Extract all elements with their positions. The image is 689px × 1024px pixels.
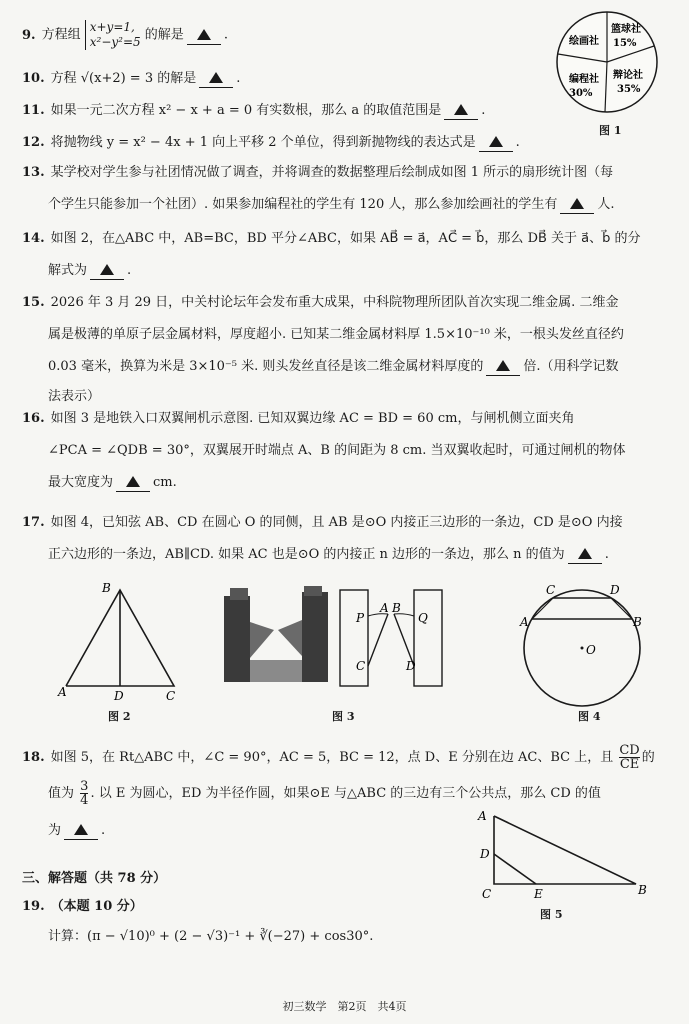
- question-13-line2: [48, 196, 689, 214]
- question-text: 如果一元二次方程 x² − x + a = 0 有实数根，那么 a 的取值范围是: [50, 103, 442, 118]
- q14-end: .: [127, 263, 132, 278]
- triangle-icon: [570, 198, 584, 209]
- point-label-p: P: [356, 611, 365, 625]
- question-text-line3: 为: [48, 823, 62, 838]
- figure-1-caption: 图 1: [599, 124, 622, 137]
- answer-blank: [187, 27, 221, 45]
- answer-blank: [486, 358, 520, 376]
- question-text-line1: 2026 年 3 月 29 日，中关村论坛年会发布重大成果，中科院物理所团队首次实现二维金属. 二维金: [50, 295, 619, 310]
- answer-blank: [199, 70, 233, 88]
- question-16: [22, 410, 672, 427]
- question-text-line2b: . 以 E 为圆心，ED 为半径作圆，如果⊙E 与△ABC 的三边有三个公共点，那么 CD 的值: [90, 786, 601, 801]
- point-label-d: D: [114, 689, 124, 703]
- fraction-numerator: 3: [80, 779, 89, 794]
- answer-blank: [479, 134, 513, 152]
- question-text-line4: 法表示）: [48, 389, 101, 404]
- answer-blank: [116, 474, 150, 492]
- point-label-a: A: [58, 685, 67, 699]
- triangle-icon: [74, 824, 88, 835]
- question-18: [22, 744, 672, 771]
- answer-blank: [444, 102, 478, 120]
- point-label-o: O: [586, 643, 596, 657]
- point-label-b: B: [638, 883, 647, 897]
- q11-end: .: [481, 103, 486, 118]
- question-number: 10.: [22, 71, 45, 86]
- point-label-b: B: [102, 581, 111, 595]
- point-label-e: E: [534, 887, 543, 900]
- question-18-line2: [48, 780, 689, 807]
- figure-4-circle: [516, 584, 646, 708]
- pie-label-code: 编程社: [569, 74, 599, 85]
- question-text-line1-end: 的: [641, 750, 655, 765]
- point-label-d: D: [480, 847, 490, 861]
- q13-end: 人.: [597, 197, 615, 212]
- gate-left-top: [230, 588, 248, 600]
- figure-2-triangle: [56, 578, 186, 708]
- equation-1: x+y=1,: [89, 20, 135, 34]
- segment-ac: [532, 598, 553, 619]
- question-17: [22, 514, 672, 531]
- pie-label-paint: 绘画社: [569, 36, 599, 47]
- point-label-b: B: [633, 615, 642, 629]
- question-14: [22, 230, 672, 247]
- q16-end: cm.: [153, 475, 177, 490]
- q17-end: .: [604, 547, 609, 562]
- triangle-abc: [494, 816, 636, 884]
- segment-de: [494, 854, 536, 884]
- question-text-line3: 0.03 毫米，换算为米是 3×10⁻⁵ 米. 则头发丝直径是该二维金属材料厚度的: [48, 359, 484, 374]
- triangle-icon: [489, 136, 503, 147]
- question-text-line2: ∠PCA = ∠QDB = 30°，双翼展开时端点 A、B 的间距为 8 cm. 当双翼收起时，可通过闸机的物体: [48, 443, 626, 458]
- q18-end: .: [101, 823, 106, 838]
- figure-4-caption: 图 4: [578, 710, 601, 723]
- triangle-icon: [209, 72, 223, 83]
- question-number: 11.: [22, 103, 45, 118]
- fraction-cd-ce: [619, 744, 639, 771]
- q9-prefix: 方程组: [41, 27, 81, 43]
- point-label-a: A: [478, 809, 487, 823]
- q12-end: .: [515, 135, 520, 150]
- wing-ca: [368, 614, 388, 666]
- question-text: 将抛物线 y = x² − 4x + 1 向上平移 2 个单位，得到新抛物线的表达式是: [50, 135, 476, 150]
- gate-floor: [250, 660, 302, 682]
- point-label-q: Q: [418, 611, 428, 625]
- point-label-a: A: [520, 615, 529, 629]
- fraction-denominator: CE: [619, 757, 640, 772]
- question-text-line3: 最大宽度为: [48, 475, 114, 490]
- fraction-numerator: CD: [619, 743, 640, 758]
- gate-right-panel: [414, 590, 442, 686]
- question-text-line1: 如图 5，在 Rt△ABC 中，∠C = 90°，AC = 5，BC = 12，点 D、E 分别在边 AC、BC 上，且: [50, 750, 614, 765]
- question-12: [22, 134, 672, 152]
- triangle-icon: [496, 360, 510, 371]
- question-text-line2: 解式为: [48, 263, 88, 278]
- pie-pct-debate: 35%: [617, 84, 641, 95]
- triangle-icon: [197, 29, 211, 40]
- figure-3-photo: [220, 582, 332, 692]
- question-number: 13.: [22, 165, 45, 180]
- triangle-icon: [126, 476, 140, 487]
- q9-end: .: [223, 27, 228, 43]
- pie-label-ball: 篮球社: [611, 24, 641, 35]
- pie-pct-code: 30%: [569, 88, 593, 99]
- point-label-c: C: [166, 689, 176, 703]
- point-label-b: B: [392, 601, 401, 615]
- fraction-three-quarters: [80, 780, 88, 807]
- question-number: 18.: [22, 750, 45, 765]
- figure-3-caption: 图 3: [332, 710, 355, 723]
- question-17-line2: [48, 546, 689, 564]
- question-text: 方程 √(x+2) = 3 的解是: [50, 71, 197, 86]
- question-text-line2: 个学生只能参加一个社团）. 如果参加编程社的学生有 120 人，那么参加绘画社的学生有: [48, 197, 558, 212]
- pie-pct-ball: 15%: [613, 38, 637, 49]
- question-text: 计算：(π − √10)⁰ + (2 − √3)⁻¹ + ∛(−27) + cos30°.: [48, 929, 374, 944]
- question-number: 12.: [22, 135, 45, 150]
- question-16-line3: [48, 474, 689, 492]
- question-16-line2: [48, 442, 689, 459]
- equation-system: [85, 20, 141, 50]
- question-text-line2: 属是极薄的单原子层金属材料，厚度超小. 已知某二维金属材料厚 1.5×10⁻¹⁰ 米，一根头发丝直径约: [48, 327, 624, 342]
- answer-blank: [568, 546, 602, 564]
- gate-left-body: [224, 596, 250, 682]
- q10-end: .: [236, 71, 241, 86]
- question-13: [22, 164, 672, 181]
- question-15: [22, 294, 672, 311]
- question-text-line1: 如图 2，在△ABC 中，AB=BC，BD 平分∠ABC，如果 AB⃗ = a⃗，AC⃗ = b⃗，那么 DB⃗ 关于 a⃗、b⃗ 的分: [50, 231, 641, 246]
- question-number: 15.: [22, 295, 45, 310]
- question-number: 14.: [22, 231, 45, 246]
- question-19: [22, 898, 672, 915]
- gate-right-top: [304, 586, 322, 596]
- question-number: 16.: [22, 411, 45, 426]
- answer-blank: [90, 262, 124, 280]
- question-text-line2: 正六边形的一条边，AB∥CD. 如果 AC 也是⊙O 的内接正 n 边形的一条边，那么 n 的值为: [48, 547, 565, 562]
- gate-right-body: [302, 592, 328, 682]
- answer-blank: [560, 196, 594, 214]
- center-dot: [581, 647, 584, 650]
- section-heading: 三、解答题（共 78 分）: [22, 871, 167, 886]
- figure-2-caption: 图 2: [108, 710, 131, 723]
- figure-3-diagram: [336, 586, 446, 690]
- question-text-line1: 某学校对学生参与社团情况做了调查，并将调查的数据整理后绘制成如图 1 所示的扇形统计图（每: [50, 165, 614, 180]
- segment-bd: [611, 598, 632, 619]
- fraction-denominator: 4: [80, 793, 89, 808]
- equation-2: x²−y²=5: [89, 35, 141, 49]
- question-text-line2a: 值为: [48, 786, 75, 801]
- point-label-c: C: [482, 887, 492, 900]
- question-15-line2: [48, 326, 689, 343]
- point-label-c: C: [546, 584, 556, 597]
- figure-5-caption: 图 5: [540, 908, 563, 921]
- q9-suffix: 的解是: [144, 27, 184, 43]
- triangle-icon: [454, 104, 468, 115]
- point-label-d: D: [406, 659, 416, 673]
- question-title: （本题 10 分）: [50, 899, 143, 914]
- question-14-line2: [48, 262, 689, 280]
- triangle-icon: [578, 548, 592, 559]
- page-footer: 初三数学 第2页 共4页: [282, 1000, 407, 1013]
- question-15-line4: [48, 388, 689, 405]
- triangle-icon: [100, 264, 114, 275]
- point-label-a: A: [380, 601, 389, 615]
- question-19-calc: [48, 928, 689, 945]
- figure-1-pie: [553, 8, 663, 118]
- figure-5-triangle: [474, 808, 654, 900]
- question-number: 9.: [22, 27, 36, 43]
- question-text-line3-end: 倍.（用科学记数: [523, 359, 619, 374]
- answer-blank: [64, 822, 98, 840]
- question-text-line1: 如图 4，已知弦 AB、CD 在圆心 O 的同侧，且 AB 是⊙O 内接正三边形的一条边，CD 是⊙O 内接: [50, 515, 623, 530]
- point-label-c: C: [356, 659, 366, 673]
- pie-label-debate: 辩论社: [613, 70, 643, 81]
- point-label-d: D: [610, 584, 620, 597]
- question-text-line1: 如图 3 是地铁入口双翼闸机示意图. 已知双翼边缘 AC = BD = 60 cm，与闸机侧立面夹角: [50, 411, 575, 426]
- question-number: 17.: [22, 515, 45, 530]
- question-15-line3: [48, 358, 689, 376]
- question-number: 19.: [22, 899, 45, 914]
